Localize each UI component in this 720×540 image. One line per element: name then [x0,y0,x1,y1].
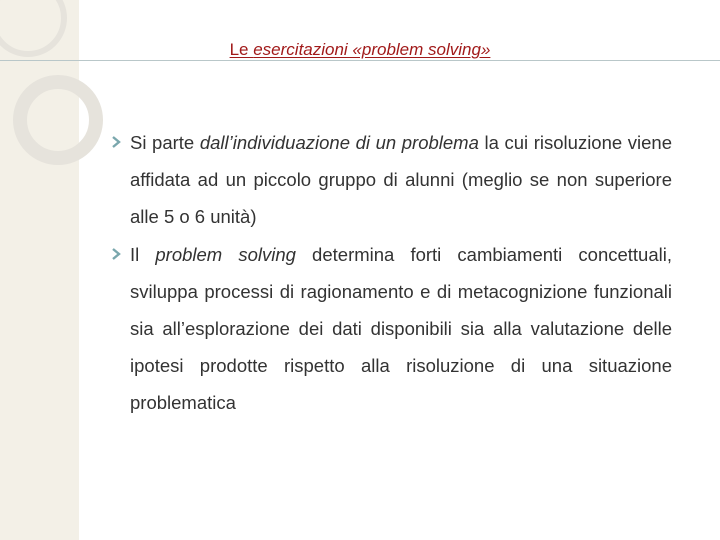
bullet-1-part-2: dall’individuazione di un problema [199,132,479,153]
bullet-item-1 [110,124,672,235]
slide-title-italic: esercitazioni «problem solving» [253,40,491,59]
bullet-2-part-2: problem solving [155,244,296,265]
slide-title-prefix: Le [229,40,254,59]
title-divider [0,60,720,61]
ring-bottom [20,82,96,158]
slide-title [0,40,720,60]
bullet-1-part-1: Si parte [130,132,200,153]
bullet-2-part-1: Il [130,244,156,265]
bullet-icon [110,124,126,161]
bullet-icon [110,236,126,273]
bullet-item-2 [110,236,672,421]
bullet-2-part-3: determina forti cambiamenti concettuali, sviluppa processi di ragionamento e di metacognizione funzionali sia all’esplorazione dei dati disponibili sia alla valutazione delle ipotesi prodotte rispetto alla risoluzione di una situazione problematica [130,244,672,413]
bullet-list [110,124,672,421]
bullet-1-part-3: la cui risoluzione viene affidata ad un piccolo gruppo di alunni (meglio se non superiore alle 5 o 6 unità) [130,132,672,227]
